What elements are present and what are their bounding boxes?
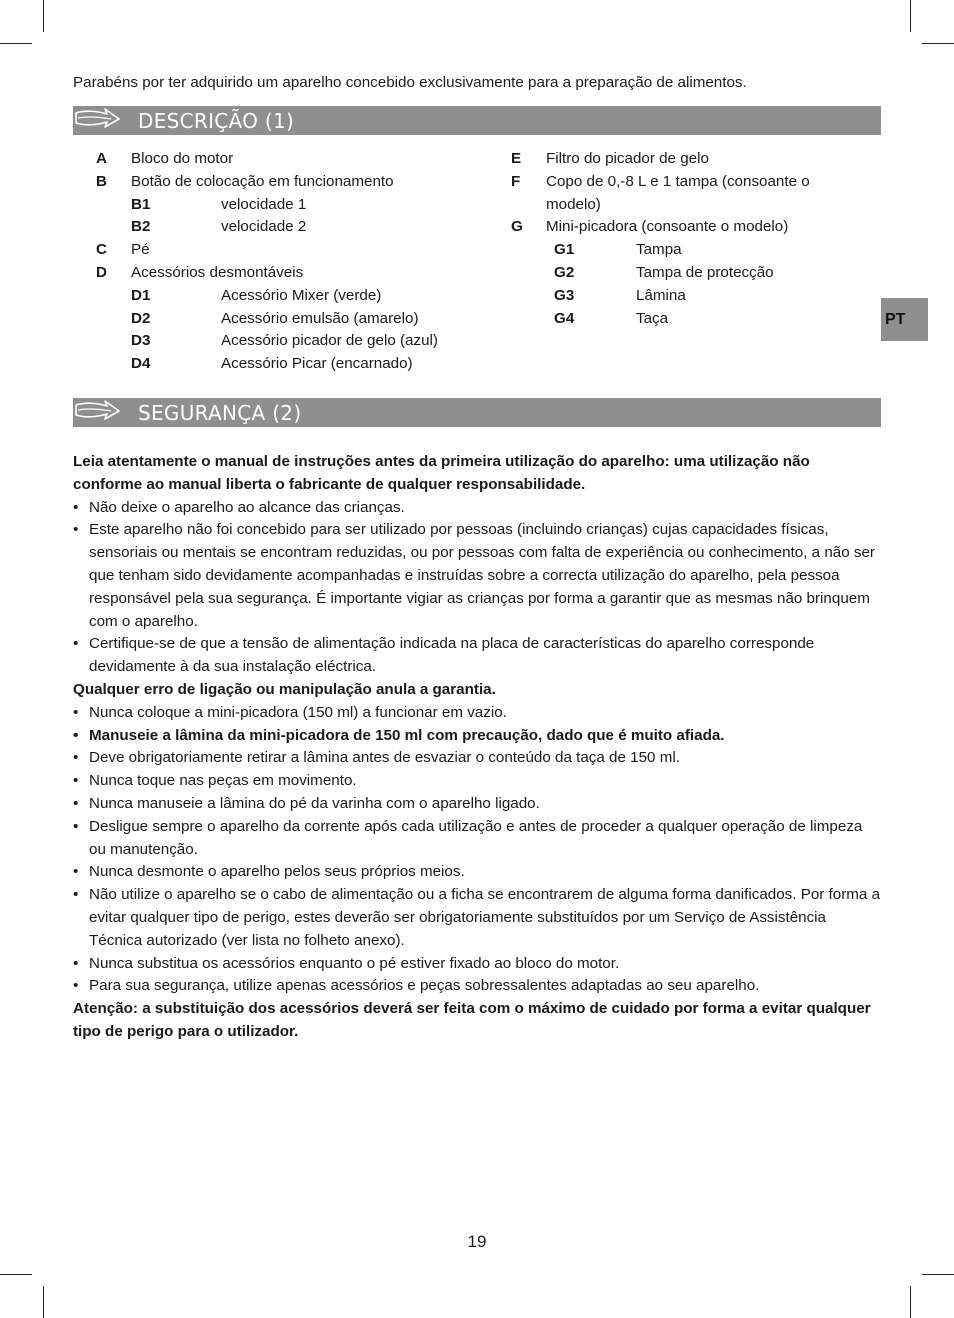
crop-mark [922, 1274, 954, 1275]
bullet-item: • Este aparelho não foi concebido para ser utilizado por pessoas (incluindo crianças) cujas capacidades físicas, sensoriais ou mentais se encontram reduzidas, ou por pessoas com falta de experiência ou conhecimento, a não ser que tenham sido devidamente acompanhadas e instruídas sobre a correcta utilização do aparelho, pela pessoa responsável pela sua segurança. É importante vigiar as crianças por forma a garantir que as mesmas não brinquem com o aparelho. [73, 521, 875, 630]
page-number: 19 [467, 1232, 487, 1251]
description-title: DESCRIÇÃO (1) [138, 109, 295, 133]
bullet-item: • Certifique-se de que a tensão de alimentação indicada na placa de características do aparelho corresponde devidamente à da sua instalação eléctrica. [73, 635, 815, 676]
warranty-notice: Qualquer erro de ligação ou manipulação anula a garantia. [73, 680, 496, 698]
crop-mark [910, 0, 911, 32]
bullet-item: • Não deixe o aparelho ao alcance das crianças. [73, 497, 883, 520]
sub-item: G3 Lâmina [554, 286, 686, 304]
bullet-item: • Não utilize o aparelho se o cabo de alimentação ou a ficha se encontrarem de alguma forma danificados. Por forma a evitar qualquer tipo de perigo, estes deverão ser obrigatoriamente substituídos por um Serviço de Assistência Técnica autorizado (ver lista no folheto anexo). [73, 886, 881, 949]
list-item: D Acessórios desmontáveis [96, 263, 304, 281]
safety-header [73, 398, 881, 427]
bullet-item: • Nunca coloque a mini-picadora (150 ml) a funcionar em vazio. [73, 702, 883, 725]
list-item: C Pé [96, 241, 150, 259]
sub-item: D3 Acessório picador de gelo (azul) [131, 332, 438, 350]
bullet-icon: • [73, 977, 79, 995]
sub-item: D4 Acessório Picar (encarnado) [131, 355, 413, 373]
sub-item: G1 Tampa [554, 241, 682, 259]
bullet-icon: • [73, 726, 79, 744]
description-list-left [96, 148, 496, 376]
sub-item: G2 Tampa de protecção [554, 263, 774, 281]
sub-item: G4 Taça [554, 309, 669, 327]
crop-mark [43, 1286, 44, 1318]
sub-item: D2 Acessório emulsão (amarelo) [131, 309, 419, 327]
bullet-icon: • [73, 749, 79, 767]
safety-content [73, 451, 883, 1044]
bullet-item: • Para sua segurança, utilize apenas acessórios e peças sobressalentes adaptadas ao seu aparelho. [73, 975, 883, 998]
description-list-right [511, 148, 841, 330]
sub-item: B2 velocidade 2 [131, 218, 307, 236]
crop-mark [910, 1286, 911, 1318]
sub-item: D1 Acessório Mixer (verde) [131, 286, 382, 304]
description-header [73, 106, 881, 135]
bullet-item: • Desligue sempre o aparelho da corrente após cada utilização e antes de proceder a qualquer operação de limpeza ou manutenção. [73, 817, 863, 858]
arrow-icon [73, 107, 123, 133]
bullet-icon: • [73, 703, 79, 721]
language-tab [881, 298, 928, 341]
bullet-item: • Deve obrigatoriamente retirar a lâmina antes de esvaziar o conteúdo da taça de 150 ml. [73, 747, 883, 770]
intro-text: Parabéns por ter adquirido um aparelho concebido exclusivamente para a preparação de alimentos. [73, 74, 747, 91]
bullet-icon: • [73, 521, 79, 539]
arrow-icon [73, 399, 123, 425]
crop-mark [922, 43, 954, 44]
list-item: E Filtro do picador de gelo [511, 150, 709, 167]
list-item: A Bloco do motor [96, 150, 234, 167]
list-item: B Botão de colocação em funcionamento [96, 172, 394, 190]
bullet-item: • Manuseie a lâmina da mini-picadora de 150 ml com precaução, dado que é muito afiada. [73, 725, 883, 748]
safety-intro: Leia atentamente o manual de instruções antes da primeira utilização do aparelho: uma utilização não conforme ao manual liberta o fabricante de qualquer responsabilidade. [73, 453, 810, 493]
crop-mark [0, 1274, 32, 1275]
bullet-icon: • [73, 863, 79, 881]
crop-mark [43, 0, 44, 32]
sub-item: B1 velocidade 1 [131, 195, 307, 213]
crop-mark [0, 43, 32, 44]
language-tab-label: PT [885, 311, 906, 328]
bullet-item: • Nunca substitua os acessórios enquanto o pé estiver fixado ao bloco do motor. [73, 953, 883, 976]
bullet-icon: • [73, 794, 79, 812]
attention-notice: Atenção: a substituição dos acessórios deverá ser feita com o máximo de cuidado por forma a evitar qualquer tipo de perigo para o utilizador. [73, 1000, 871, 1040]
bullet-icon: • [73, 772, 79, 790]
bullet-icon: • [73, 954, 79, 972]
bullet-icon: • [73, 886, 79, 904]
bullet-icon: • [73, 817, 79, 835]
safety-title: SEGURANÇA (2) [138, 401, 302, 425]
bullet-item: • Nunca desmonte o aparelho pelos seus próprios meios. [73, 861, 883, 884]
bullet-item: • Nunca toque nas peças em movimento. [73, 770, 883, 793]
list-item: G Mini-picadora (consoante o modelo) [511, 218, 789, 236]
bullet-item: • Nunca manuseie a lâmina do pé da varinha com o aparelho ligado. [73, 793, 883, 816]
bullet-icon: • [73, 498, 79, 516]
list-item: F Copo de 0,-8 L e 1 tampa (consoante o modelo) [511, 172, 810, 213]
bullet-icon: • [73, 635, 79, 653]
